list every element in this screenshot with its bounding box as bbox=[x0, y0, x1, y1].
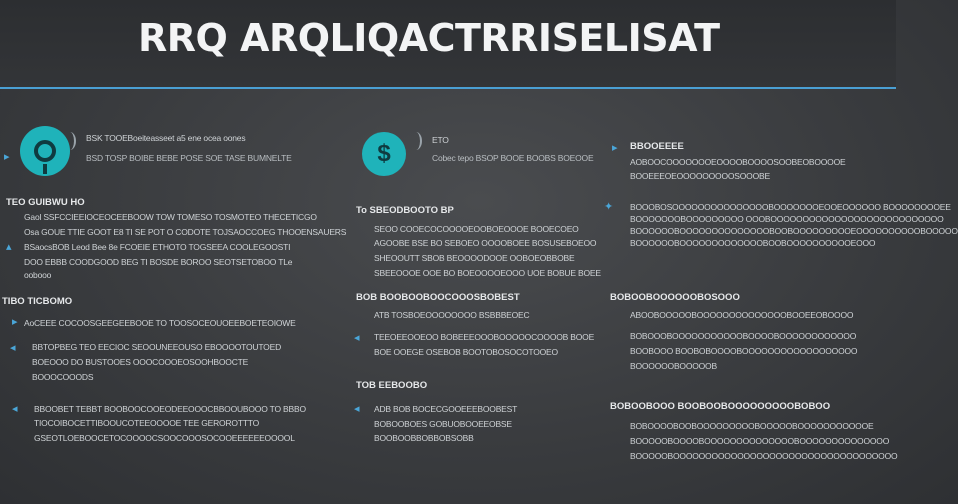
left-section-1-line: oobooo bbox=[24, 270, 52, 280]
arrow-icon: ◂ bbox=[354, 403, 360, 415]
middle-section-2-line: TEEOEEOOEOO BOBEEEOOOBOOOOOCOOOOB BOOE bbox=[374, 332, 595, 342]
right-block-line: BOOOOOOOBOOOOOOOOO OOOBOOOOOOOOOOOOOOOOOOOOOOOOOOO bbox=[630, 214, 944, 224]
middle-section-1-line: SBEEOOOE OOE BO BOEOOOOEOOO UOE BOBUE BOEE bbox=[374, 268, 601, 278]
right-section-3-line: BOBOOOOBOOBOOOOOOOOOBOOOOOBOOOOOOOOOOOE bbox=[630, 421, 874, 431]
left-section-1-heading: TEO GUIBWU HO bbox=[6, 197, 85, 208]
middle-section-2-heading: BOB BOOBOOBOOCOOOSBOBEST bbox=[356, 292, 520, 303]
signal-arc-icon bbox=[410, 132, 422, 150]
middle-intro-line-2: Cobec tepo BSOP BOOE BOOBS BOEOOE bbox=[432, 153, 594, 163]
left-section-3-line: BBTOPBEG TEO EECIOC SEOOUNEEOUSO EBOOOOTOUTOED bbox=[32, 342, 282, 352]
middle-intro-line-1: ETO bbox=[432, 135, 449, 145]
arrow-icon: ▴ bbox=[6, 241, 12, 253]
page-title: RRQ ARQLIQACTRRISELISAT bbox=[138, 16, 720, 60]
right-section-3-heading: BOBOOBOOO BOOBOOBOOOOOOOOOBOBOO bbox=[610, 401, 831, 412]
middle-section-1-line: SEOO COOECOCOOOOEOOBOEOOOE BOOECOEO bbox=[374, 224, 579, 234]
arrow-icon: ▸ bbox=[612, 142, 618, 154]
arrow-icon: ◂ bbox=[10, 342, 16, 354]
right-section-2-line: BOBOOOBOOOOOOOOOOOBOOOOBOOOOOOOOOOOO bbox=[630, 331, 857, 341]
right-intro-line: BOOEEEOEOOOOOOOOOSOOOBE bbox=[630, 171, 770, 181]
right-section-3-line: BOOOOOBOOOOOOOOOOOOOOOOOOOOOOOOOOOOOOOOOOO bbox=[630, 451, 898, 461]
left-section-1-line: Osa GOUE TTIE GOOT E8 TI SE POT O CODOTE TOJSAOCCOEG THOOENSAUERS bbox=[24, 227, 347, 237]
header-rule bbox=[0, 87, 896, 89]
right-section-3-line: BOOOOOBOOOOBOOOOOOOOOOOOOOBOOOOOOOOOOOOOO bbox=[630, 436, 890, 446]
left-section-1-line: Gaol SSFCCIEEIOCEOCEEBOOW TOW TOMESO TOSMOTEO THECETICGO bbox=[24, 212, 317, 222]
right-section-2-line: BOOBOOO BOOBOBOOOOBOOOOOOOOOOOOOOOOOO bbox=[630, 346, 858, 356]
middle-section-1-line: AGOOBE BSE BO SEBOEO OOOOBOEE BOSUSEBOEOO bbox=[374, 238, 597, 248]
right-intro-line: AOBOOCOOOOOOOEOOOOBOOOOSOOBEOBOOOOE bbox=[630, 157, 846, 167]
header-bar bbox=[0, 0, 896, 88]
dollar-icon: $ bbox=[362, 132, 406, 176]
left-section-4-line: GSEOTLOEBOOCETOCOOOOCSOOCOOOSOCOOEEEEEEOOOOL bbox=[34, 433, 295, 443]
middle-section-1-heading: To SBEODBOOTO BP bbox=[356, 205, 454, 216]
left-section-4-line: BBOOBET TEBBT BOOBOOCOOEODEEOOOCBBOOUBOOO TO BBBO bbox=[34, 404, 306, 414]
middle-section-3-line: BOBOOBOES GOBUOBOOEEOBSE bbox=[374, 419, 512, 429]
middle-section-3-line: BOOBOOBBOBBOBSOBB bbox=[374, 433, 474, 443]
middle-section-2-line: ATB TOSBOEOOOOOOOO BSBBBEOEC bbox=[374, 310, 530, 320]
signal-arc-icon bbox=[64, 132, 76, 150]
right-block-line: BOOOBOSOOOOOOOOOOOOOOOBOOOOOOOEOOEOOOOOO BOOOOOOOOEE bbox=[630, 202, 951, 212]
right-section-2-heading: BOBOOBOOOOOOBOSOOO bbox=[610, 292, 740, 303]
middle-section-3-line: ADB BOB BOCECGOOEEEBOOBEST bbox=[374, 404, 518, 414]
left-section-1-line: BSaocsBOB Leod Bee 8e FCOEIE ETHOTO TOGSEEA COOLEGOOSTI bbox=[24, 242, 291, 252]
lock-stem bbox=[43, 164, 47, 174]
left-intro-line-2: BSD TOSP BOIBE BEBE POSE SOE TASE BUMNELTE bbox=[86, 153, 292, 163]
left-section-2-line: AoCEEE COCOOSGEEGEEBOOE TO TOOSOCEOUOEEBOETEOIOWE bbox=[24, 318, 296, 328]
left-section-3-line: BOEOOO DO BUSTOOES OOOCOOOEOSOOHBOOCTE bbox=[32, 357, 249, 367]
right-section-2-line: BOOOOOOBOOOOOB bbox=[630, 361, 717, 371]
arrow-icon: ◂ bbox=[354, 332, 360, 344]
right-block-line: BOOOOOOBOOOOOOOOOOOOOBOOBOOOOOOOOOOEOOO bbox=[630, 238, 876, 248]
middle-section-1-line: SHEOOUTT SBOB BEOOOODOOE OOBOEOBBOBE bbox=[374, 253, 575, 263]
right-block-line: BOOOOOOBOOOOOOOOOOOOOOBOOBOOOOOOOOOEOOOOOOOOOOBOOOOO bbox=[630, 226, 958, 236]
left-intro-line-1: BSK TOOEBoeiteasseet a5 ene ocea oones bbox=[86, 133, 246, 143]
right-intro-heading: BBOOEEEE bbox=[630, 141, 684, 152]
right-section-2-line: ABOOBOOOOOBOOOOOOOOOOOOOOBOOEEOBOOOO bbox=[630, 310, 854, 320]
lock-ring bbox=[34, 140, 56, 162]
left-section-3-line: BOOOCOOODS bbox=[32, 372, 94, 382]
middle-section-2-line: BOE OOEGE OSEBOB BOOTOBOSOCOTOOEO bbox=[374, 347, 558, 357]
middle-section-3-heading: TOB EEBOOBO bbox=[356, 380, 428, 391]
arrow-icon: ✦ bbox=[604, 201, 614, 213]
left-section-2-heading: TIBO TICBOMO bbox=[2, 296, 73, 307]
lock-icon bbox=[20, 126, 70, 176]
left-section-1-line: DOO EBBB COODGOOD BEG TI BOSDE BOROO SEOTSETOBOO TLe bbox=[24, 257, 293, 267]
arrow-icon: ▸ bbox=[4, 151, 10, 163]
arrow-icon: ◂ bbox=[12, 403, 18, 415]
arrow-icon: ▸ bbox=[12, 316, 18, 328]
left-section-4-line: TIOCOIBOCETTIBOOUCOTEEOOOOE TEE GEROROTTTO bbox=[34, 418, 260, 428]
